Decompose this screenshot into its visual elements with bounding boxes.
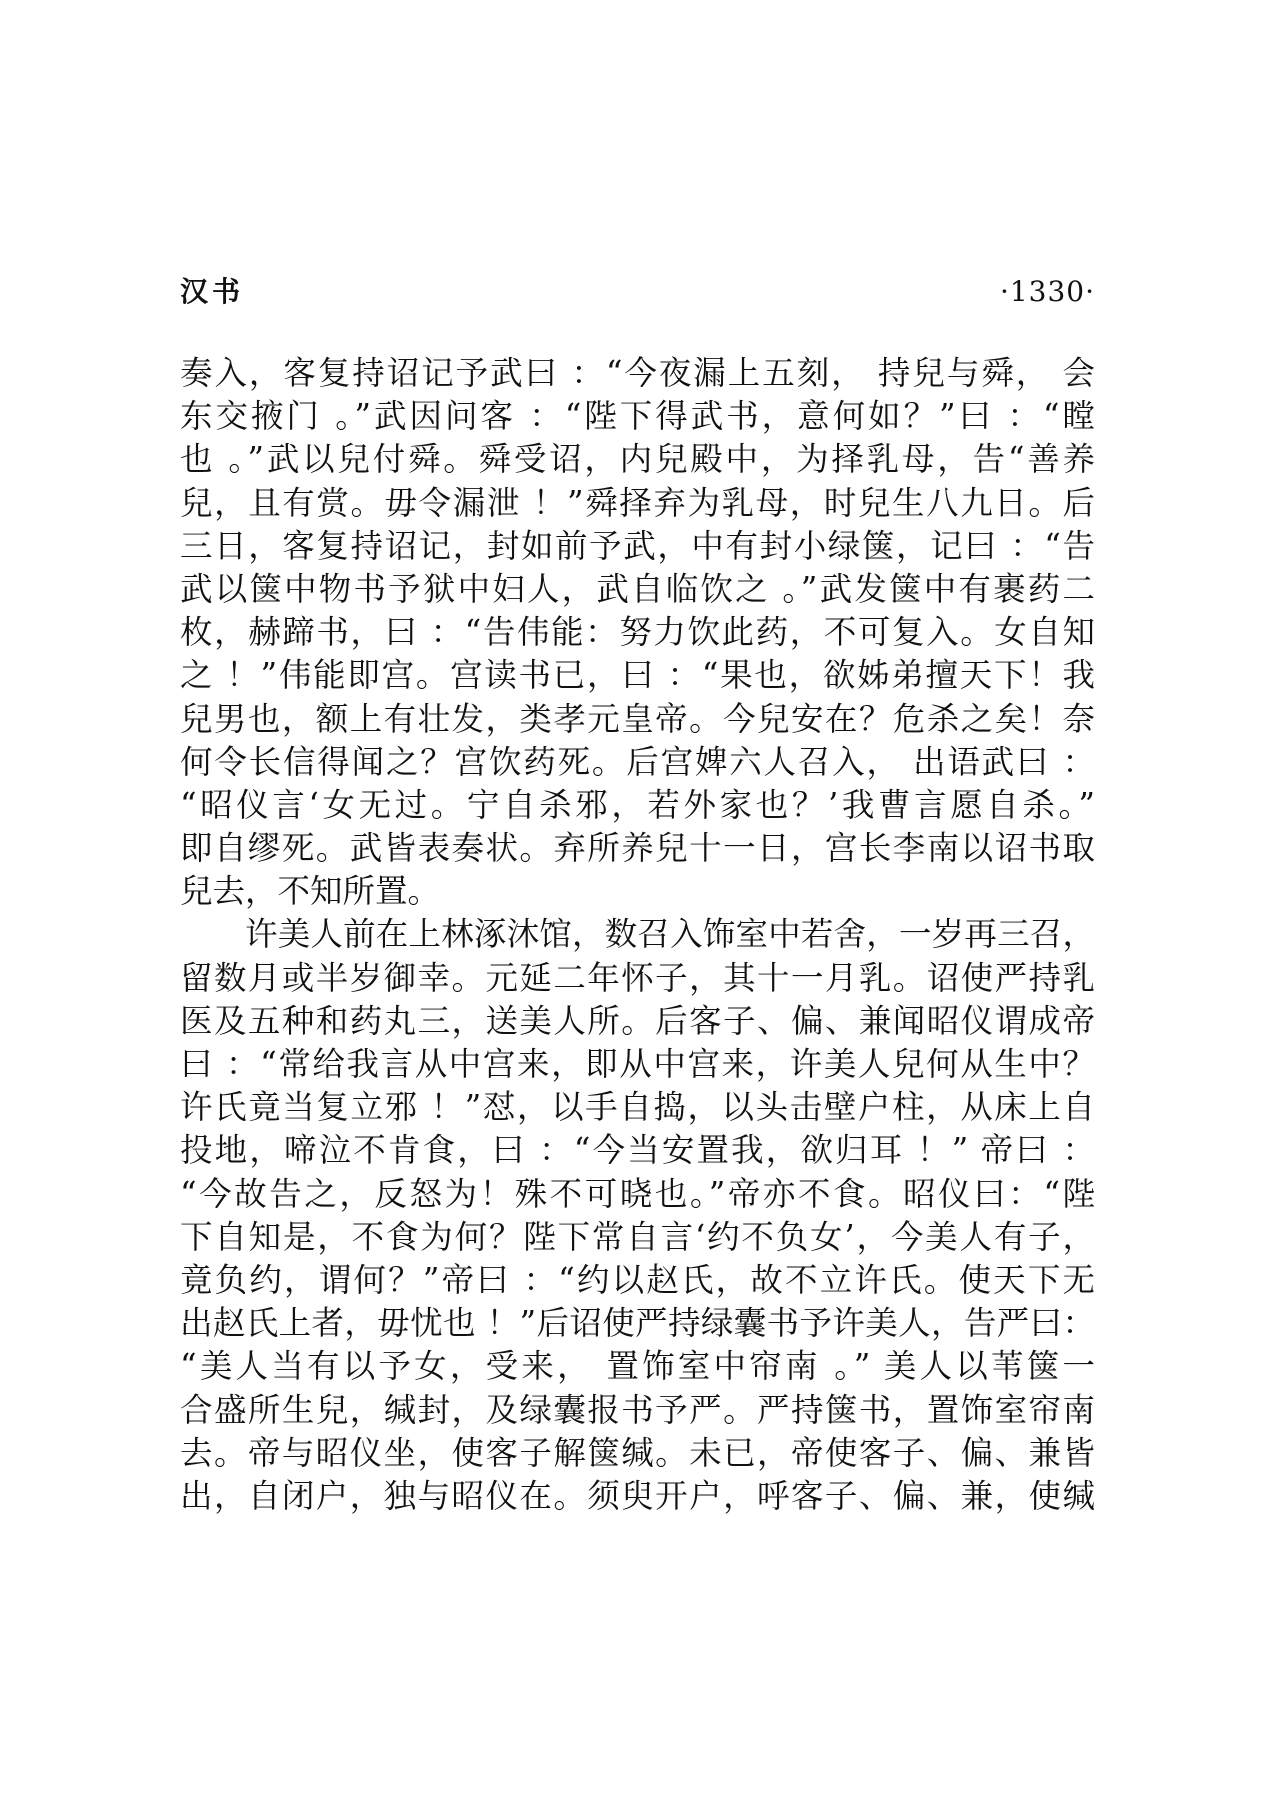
text-line: 许氏竟当复立邪 ！”怼，以手自捣，以头击壁户柱，从床上自 (180, 1088, 1095, 1127)
body-text (180, 352, 1095, 1518)
text-line: 兒去，不知所置。 (180, 872, 441, 911)
text-line: 兒，且有赏。毋令漏泄 ！”舜择弃为乳母，时兒生八九日。后 (180, 483, 1095, 522)
text-line: 何令长信得闻之？宫饮药死。后宫婢六人召入， 出语武曰 ： (180, 742, 1095, 781)
text-line: 留数月或半岁御幸。元延二年怀子，其十一月乳。诏使严持乳 (180, 958, 1095, 997)
text-line: 兒男也，额上有壮发，类孝元皇帝。今兒安在？危杀之矣！奈 (180, 699, 1095, 738)
text-line: 三日，客复持诏记，封如前予武，中有封小绿箧，记曰 ：“告 (180, 526, 1095, 565)
text-line: 去。帝与昭仪坐，使客子解箧缄。未已，帝使客子、偏、兼皆 (180, 1433, 1095, 1472)
text-line: 竟负约，谓何？”帝曰 ：“约以赵氏，故不立许氏。使天下无 (180, 1260, 1095, 1299)
text-line: 枚，赫蹄书，曰 ：“告伟能：努力饮此药，不可复入。女自知 (180, 613, 1095, 652)
text-line: 投地，啼泣不肯食，曰 ：“今当安置我，欲归耳 ！” 帝曰 ： (180, 1131, 1095, 1170)
text-line: 下自知是，不食为何？陛下常自言‘约不负女’，今美人有子， (180, 1217, 1095, 1256)
text-line: “美人当有以予女，受来， 置饰室中帘南 。” 美人以苇箧一 (180, 1347, 1095, 1386)
page-header (180, 270, 1095, 314)
text-line: 许美人前在上林涿沐馆，数召入饰室中若舍，一岁再三召， (245, 915, 1095, 954)
page-number: ·1330· (999, 275, 1095, 308)
text-line: 医及五种和药丸三，送美人所。后客子、偏、兼闻昭仪谓成帝 (180, 1001, 1095, 1040)
book-title: 汉书 (180, 275, 245, 308)
text-line: 也 。”武以兒付舜。舜受诏，内兒殿中，为择乳母，告“善养 (180, 440, 1095, 479)
text-line: 奏入，客复持诏记予武曰 ：“今夜漏上五刻， 持兒与舜， 会 (180, 354, 1095, 392)
text-line: 出赵氏上者，毋忧也 ！”后诏使严持绿囊书予许美人，告严曰： (180, 1304, 1095, 1343)
text-line: 即自缪死。武皆表奏状。弃所养兒十一日，宫长李南以诏书取 (180, 829, 1095, 868)
text-line: 武以箧中物书予狱中妇人，武自临饮之 。”武发箧中有裹药二 (180, 569, 1095, 608)
text-line: 曰 ：“常给我言从中宫来，即从中宫来，许美人兒何从生中？ (180, 1045, 1095, 1083)
text-line: 之 ！”伟能即宫。宫读书已，曰 ：“果也，欲姊弟擅天下！我 (180, 656, 1095, 695)
text-line: “昭仪言‘女无过。宁自杀邪，若外家也？’我曹言愿自杀。” (180, 785, 1095, 824)
text-line: 出，自闭户，独与昭仪在。须臾开户，呼客子、偏、兼，使缄 (180, 1476, 1095, 1515)
text-line: 东交掖门 。”武因问客 ：“陛下得武书，意何如？”曰 ：“瞠 (180, 397, 1095, 436)
text-line: “今故告之，反怒为！殊不可晓也。”帝亦不食。昭仪曰：“陛 (180, 1174, 1095, 1213)
text-line: 合盛所生兒，缄封，及绿囊报书予严。严持箧书，置饰室帘南 (180, 1390, 1095, 1429)
